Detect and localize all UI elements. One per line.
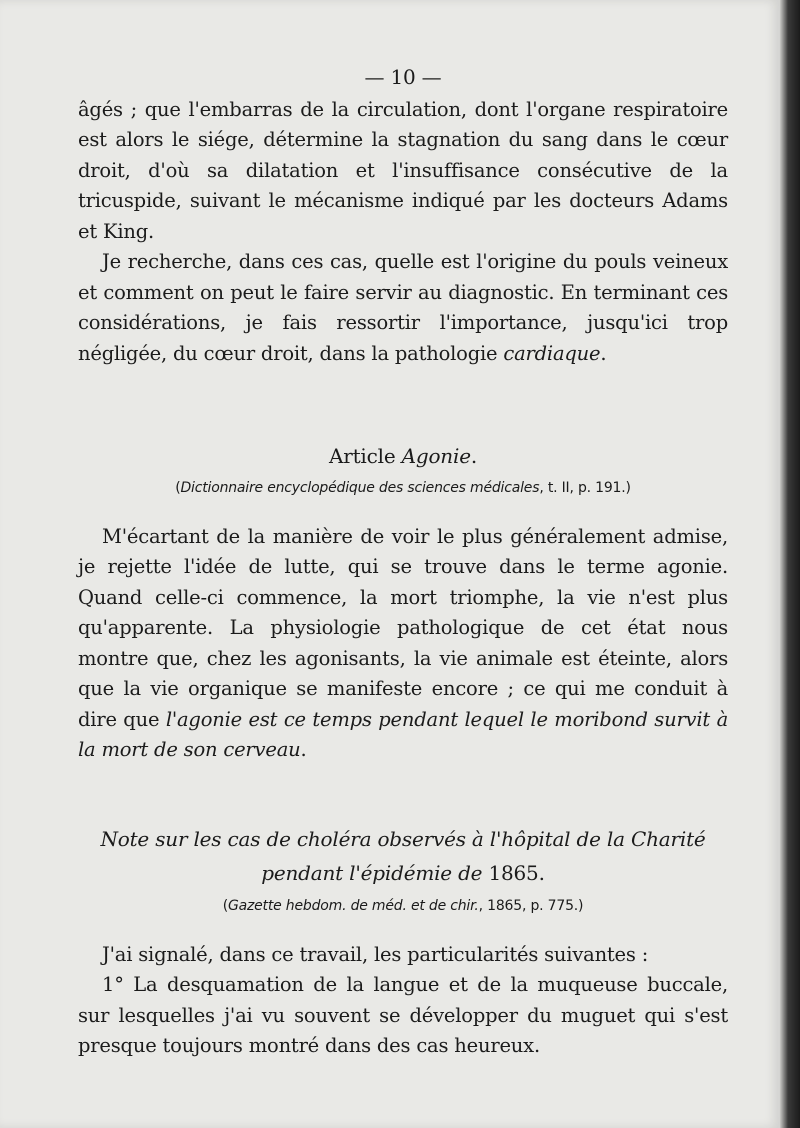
- note-reference-open: (: [222, 897, 228, 914]
- note-title-year: 1865: [488, 860, 539, 885]
- page-number: — 10 —: [364, 65, 442, 89]
- note-title-line-1: Note sur les cas de choléra observés à l'hôpital de la Charité: [100, 826, 706, 851]
- note-body-intro: J'ai signalé, dans ce travail, les particularités suivantes :: [102, 942, 649, 966]
- article-reference: [78, 476, 728, 500]
- article-body-paragraph: [78, 522, 728, 766]
- article-heading: [78, 441, 728, 472]
- intro-conclusion-paragraph: [78, 247, 728, 369]
- page-content: [78, 62, 728, 1062]
- intro-paragraph: [78, 95, 728, 248]
- article-heading-prefix: Article: [328, 444, 402, 468]
- page-edge-shadow: [780, 0, 800, 1128]
- note-item-1: 1° La desquamation de la langue et de la muqueuse buccale, sur lesquelles j'ai vu souvent se développer du muguet qui s'est presque toujours montré dans des cas heureux.: [78, 973, 728, 1057]
- article-heading-italic: Agonie: [401, 444, 471, 468]
- article-heading-suffix: .: [470, 444, 477, 468]
- intro-conclusion-text: Je recherche, dans ces cas, quelle est l'origine du pouls veineux et comment on peut le faire servir au diagnostic. En terminant ces considérations, je fais ressortir l'importance, jusqu'ici trop négligée, du cœur droit, dans la pathologie: [78, 250, 728, 365]
- note-title: [78, 822, 728, 890]
- note-title-line-2: [78, 856, 728, 890]
- article-reference-open: (: [175, 479, 181, 496]
- article-reference-rest: , t. II, p. 191.): [539, 479, 631, 496]
- note-reference: [78, 894, 728, 918]
- note-title-line-2-italic: pendant l'épidémie de: [261, 860, 489, 885]
- article-body-italic: l'agonie est ce temps pendant lequel le moribond survit à la mort de son cerveau: [78, 707, 728, 761]
- intro-conclusion-end: .: [600, 341, 607, 365]
- article-body-end: .: [300, 738, 307, 761]
- article-body-text: M'écartant de la manière de voir le plus généralement admise, je rejette l'idée de lutte, qui se trouve dans le terme agonie. Quand celle-ci commence, la mort triomphe, la vie n'est plus qu'apparente. La physiologie pathologique de cet état nous montre que, chez les agonisants, la vie animale est éteinte, alors que la vie organique se manifeste encore ; ce qui me conduit à dire que: [78, 524, 728, 731]
- note-reference-rest: , 1865, p. 775.): [478, 897, 584, 914]
- intro-conclusion-italic: cardiaque: [503, 341, 601, 365]
- note-reference-italic: Gazette hebdom. de méd. et de chir.: [227, 897, 479, 914]
- note-title-end: .: [538, 860, 545, 885]
- intro-text: âgés ; que l'embarras de la circulation, dont l'organe respiratoire est alors le siége, détermine la stagnation du sang dans le cœur droit, d'où sa dilatation et l'insuffisance consécutive de la tricuspide, suivant le mécanisme indiqué par les docteurs Adams et King.: [78, 97, 728, 243]
- article-reference-italic: Dictionnaire encyclopédique des sciences médicales: [180, 479, 540, 496]
